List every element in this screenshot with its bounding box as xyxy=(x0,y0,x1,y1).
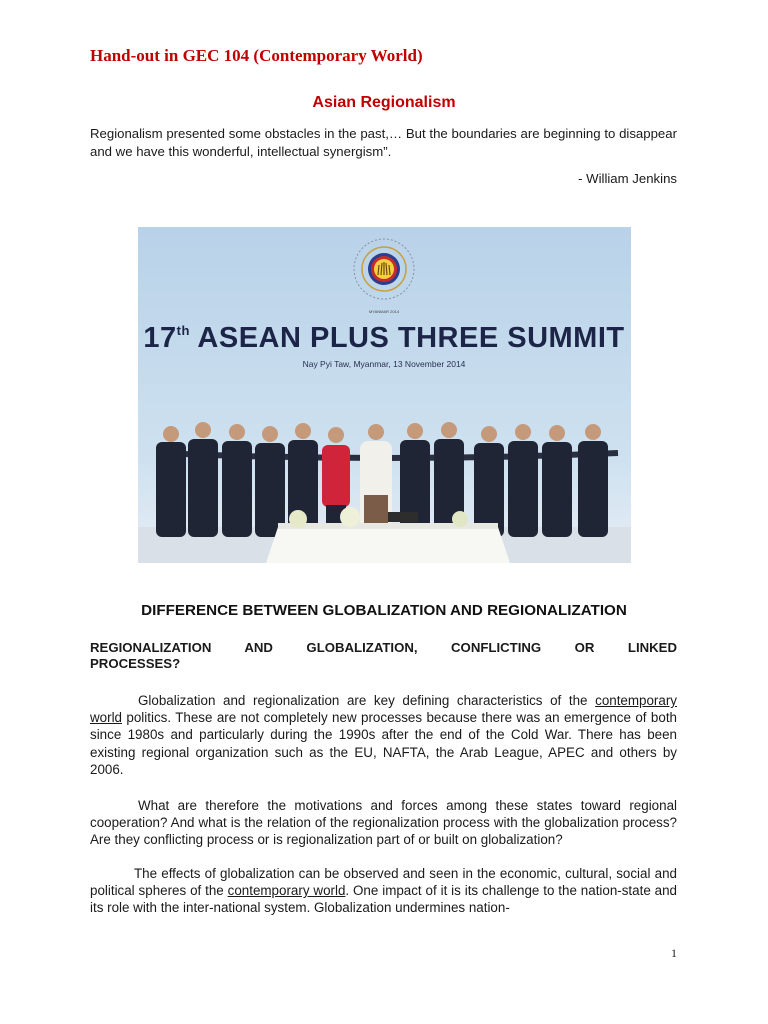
section-heading: DIFFERENCE BETWEEN GLOBALIZATION AND REGIONALIZATION xyxy=(141,602,627,619)
section-title: Asian Regionalism xyxy=(312,94,456,111)
contemporary-world-link[interactable]: contemporary world xyxy=(90,693,677,726)
banner-title: 17th ASEAN PLUS THREE SUMMIT xyxy=(143,322,625,354)
document-title: Hand-out in GEC 104 (Contemporary World) xyxy=(90,46,423,65)
quote-attribution: - William Jenkins xyxy=(578,171,677,186)
opening-quote: Regionalism presented some obstacles in the past,… But the boundaries are beginning to disappear and we have this wonderful, intellectual synergism”. xyxy=(90,126,677,159)
summit-leaders-group xyxy=(156,422,618,537)
summit-table xyxy=(266,507,510,563)
subheading-line-1: REGIONALIZATION AND GLOBALIZATION, CONFLICTING OR LINKED xyxy=(90,640,677,655)
asean-emblem-icon xyxy=(354,239,414,299)
summit-photo xyxy=(138,227,631,563)
subheading-line-2: PROCESSES? xyxy=(90,656,181,671)
paragraph-2: What are therefore the motivations and forces among these states toward regional cooperation? And what is the relation of the regionalization process with the globalization process? Are they conflicting process or is regionalization part of or built on globalization? xyxy=(90,798,677,848)
subheading xyxy=(90,640,677,672)
paragraph-3: The effects of globalization can be observed and seen in the economic, cultural, social and political spheres of the contemporary world. One impact of it is its challenge to the nation-state and its role with the inter-national system. Globalization undermines nation- xyxy=(90,866,677,916)
paragraph-1: Globalization and regionalization are key defining characteristics of the contemporary world politics. These are not completely new processes because there was an emergence of both since 1980s and particularly during the 1990s after the end of the Cold War. There has been existing regional organization such as the EU, NAFTA, the Arab League, APEC and others by 2006. xyxy=(90,693,677,777)
banner-small-text: MYANMAR 2014 xyxy=(368,309,400,314)
contemporary-world-link-2[interactable]: contemporary world xyxy=(227,883,346,899)
page-number: 1 xyxy=(671,946,677,960)
banner-subtitle: Nay Pyi Taw, Myanmar, 13 November 2014 xyxy=(302,359,466,369)
